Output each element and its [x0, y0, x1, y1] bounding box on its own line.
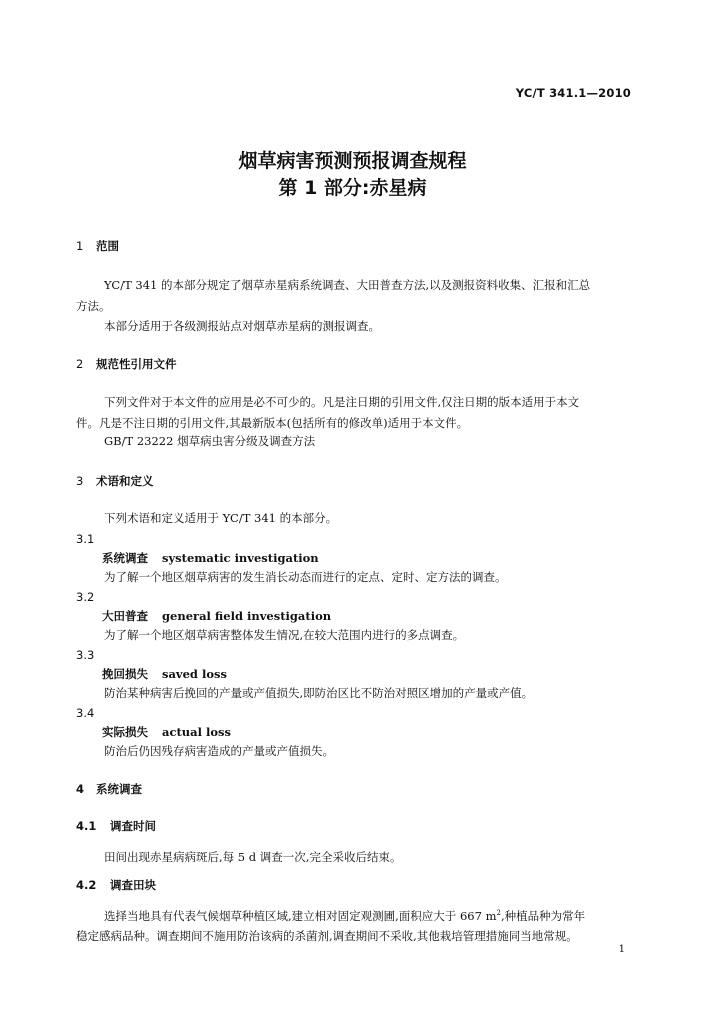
- paragraph: 本部分适用于各级测报站点对烟草赤星病的测报调查。: [104, 319, 380, 333]
- normative-reference: GB/T 23222 烟草病虫害分级及调查方法: [104, 434, 316, 448]
- paragraph: 田间出现赤星病病斑后,每 5 d 调查一次,完全采收后结束。: [104, 850, 402, 864]
- section-number: 1: [76, 239, 84, 253]
- term-en: general field investigation: [162, 609, 332, 623]
- section-1-heading: [76, 238, 119, 254]
- paragraph: [104, 908, 585, 924]
- section-title: 范围: [96, 239, 119, 253]
- document-subtitle: 第 1 部分:赤星病: [278, 177, 427, 199]
- term-number: 3.1: [76, 532, 95, 546]
- paragraph: 方法。: [76, 299, 111, 313]
- term-number: 3.2: [76, 590, 95, 604]
- subsection-title: 调查田块: [110, 878, 156, 892]
- term-zh: 系统调查: [102, 551, 148, 565]
- subsection-4-2-heading: [76, 877, 156, 893]
- section-title: 术语和定义: [96, 474, 154, 488]
- paragraph: 件。凡是不注日期的引用文件,其最新版本(包括所有的修改单)适用于本文件。: [76, 416, 469, 430]
- term-heading: [102, 724, 231, 740]
- section-number: 3: [76, 474, 84, 488]
- term-en: saved loss: [162, 667, 227, 681]
- page-number: 1: [618, 944, 625, 955]
- section-2-heading: [76, 356, 177, 372]
- paragraph: 下列文件对于本文件的应用是必不可少的。凡是注日期的引用文件,仅注日期的版本适用于本文: [104, 395, 580, 409]
- term-definition: 防治后仍因残存病害造成的产量或产值损失。: [104, 744, 334, 758]
- paragraph: 下列术语和定义适用于 YC/T 341 的本部分。: [104, 511, 338, 525]
- term-heading: [102, 666, 227, 682]
- term-number: 3.4: [76, 706, 95, 720]
- paragraph-text: 选择当地具有代表气候烟草种植区域,建立相对固定观测圃,面积应大于 667 m: [104, 909, 497, 923]
- subsection-title: 调查时间: [110, 819, 156, 833]
- section-4-heading: [76, 781, 142, 797]
- standard-number: YC/T 341.1—2010: [515, 86, 631, 100]
- term-zh: 大田普查: [102, 609, 148, 623]
- term-zh: 实际损失: [102, 725, 148, 739]
- term-definition: 为了解一个地区烟草病害整体发生情况,在较大范围内进行的多点调查。: [104, 628, 465, 642]
- term-heading: [102, 550, 319, 566]
- section-number: 2: [76, 357, 84, 371]
- term-en: systematic investigation: [162, 551, 319, 565]
- subsection-number: 4.1: [76, 819, 97, 833]
- section-3-heading: [76, 473, 154, 489]
- section-title: 规范性引用文件: [96, 357, 177, 371]
- term-number: 3.3: [76, 648, 95, 662]
- term-zh: 挽回损失: [102, 667, 148, 681]
- term-heading: [102, 608, 331, 624]
- term-en: actual loss: [162, 725, 231, 739]
- section-number: 4: [76, 782, 85, 796]
- section-title: 系统调查: [96, 782, 142, 796]
- subsection-4-1-heading: [76, 818, 156, 834]
- paragraph: YC/T 341 的本部分规定了烟草赤星病系统调查、大田普查方法,以及测报资料收集、汇报和汇总: [104, 278, 591, 292]
- paragraph-text: ,种植品种为常年: [500, 909, 586, 923]
- superscript: 2: [496, 909, 501, 918]
- document-title: 烟草病害预测预报调查规程: [238, 150, 467, 172]
- term-definition: 防治某种病害后挽回的产量或产值损失,即防治区比不防治对照区增加的产量或产值。: [104, 686, 534, 700]
- term-definition: 为了解一个地区烟草病害的发生消长动态而进行的定点、定时、定方法的调查。: [104, 570, 507, 584]
- paragraph: 稳定感病品种。调查期间不施用防治该病的杀菌剂,调查期间不采收,其他栽培管理措施同当地常规。: [76, 929, 578, 943]
- subsection-number: 4.2: [76, 878, 97, 892]
